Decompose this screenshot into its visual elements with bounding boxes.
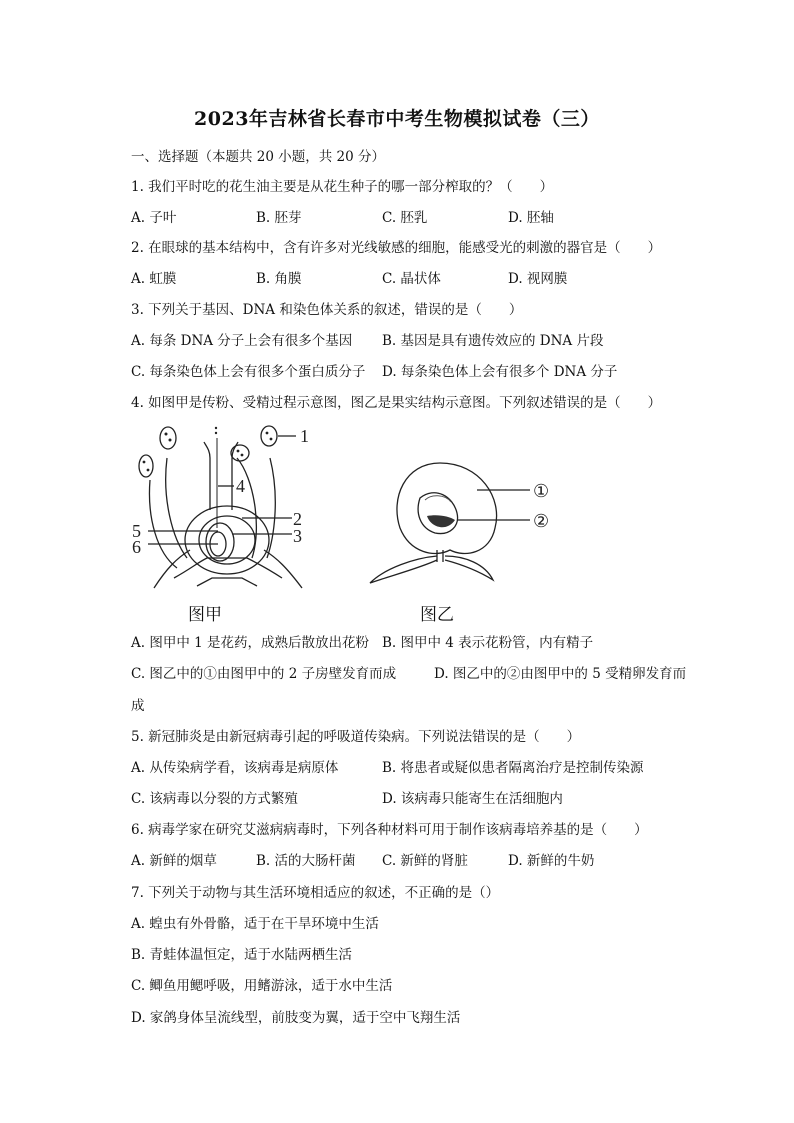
page-title: 2023年吉林省长春市中考生物模拟试卷（三） — [194, 108, 600, 130]
figure-jia-caption: 图甲 — [188, 605, 222, 625]
q1-option-d: D. 胚轴 — [508, 210, 554, 226]
question-5-stem: 5. 新冠肺炎是由新冠病毒引起的呼吸道传染病。下列说法错误的是（ ） — [131, 729, 581, 745]
question-7-stem: 7. 下列关于动物与其生活环境相适应的叙述，不正确的是（） — [131, 885, 500, 901]
q7-option-d: D. 家鸽身体呈流线型，前肢变为翼，适于空中飞翔生活 — [131, 1010, 461, 1026]
q4-option-c: C. 图乙中的①由图甲中的 2 子房壁发育而成 — [131, 666, 397, 682]
q5-option-a: A. 从传染病学看，该病毒是病原体 — [131, 760, 339, 776]
q5-option-b: B. 将患者或疑似患者隔离治疗是控制传染源 — [382, 760, 644, 776]
q2-option-b: B. 角膜 — [256, 271, 302, 287]
q2-option-c: C. 晶状体 — [382, 271, 441, 287]
figure-jia-label-3: 3 — [293, 526, 302, 546]
figure-yi-label-2: ② — [533, 511, 550, 531]
q4-option-d: D. 图乙中的②由图甲中的 5 受精卵发育而 — [434, 666, 687, 682]
q1-option-a: A. 子叶 — [131, 210, 177, 226]
figure-jia-label-5: 5 — [132, 521, 141, 541]
q6-option-d: D. 新鲜的牛奶 — [508, 853, 595, 869]
q3-option-b: B. 基因是具有遗传效应的 DNA 片段 — [382, 333, 604, 349]
q4-option-a: A. 图甲中 1 是花药，成熟后散放出花粉 — [131, 635, 370, 651]
q3-option-d: D. 每条染色体上会有很多个 DNA 分子 — [382, 364, 618, 380]
question-1-stem: 1. 我们平时吃的花生油主要是从花生种子的哪一部分榨取的？（ ） — [131, 179, 554, 195]
q2-option-d: D. 视网膜 — [508, 271, 568, 287]
question-3-stem: 3. 下列关于基因、DNA 和染色体关系的叙述，错误的是（ ） — [131, 302, 523, 318]
q6-option-b: B. 活的大肠杆菌 — [256, 853, 356, 869]
q1-option-b: B. 胚芽 — [256, 210, 302, 226]
figure-jia-label-1: 1 — [300, 426, 309, 446]
q7-option-c: C. 鲫鱼用鳃呼吸，用鳍游泳，适于水中生活 — [131, 978, 393, 994]
q7-option-a: A. 蝗虫有外骨骼，适于在干旱环境中生活 — [131, 916, 379, 932]
q3-option-a: A. 每条 DNA 分子上会有很多个基因 — [131, 333, 353, 349]
figure-jia-label-6: 6 — [132, 537, 141, 557]
figure-yi-fruit-diagram — [365, 458, 565, 588]
question-4-stem: 4. 如图甲是传粉、受精过程示意图，图乙是果实结构示意图。下列叙述错误的是（ ） — [131, 395, 662, 411]
figure-jia-pollination-diagram — [132, 418, 322, 598]
section-heading: 一、选择题（本题共 20 小题，共 20 分） — [131, 149, 386, 165]
q1-option-c: C. 胚乳 — [382, 210, 428, 226]
q3-option-c: C. 每条染色体上会有很多个蛋白质分子 — [131, 364, 366, 380]
q7-option-b: B. 青蛙体温恒定，适于水陆两栖生活 — [131, 947, 353, 963]
q5-option-d: D. 该病毒只能寄生在活细胞内 — [382, 791, 563, 807]
q4-option-d-continued: 成 — [131, 698, 145, 714]
figure-jia-label-2: 2 — [293, 509, 302, 529]
question-6-stem: 6. 病毒学家在研究艾滋病病毒时，下列各种材料可用于制作该病毒培养基的是（ ） — [131, 822, 648, 838]
q4-option-b: B. 图甲中 4 表示花粉管，内有精子 — [382, 635, 594, 651]
figure-yi-label-1: ① — [533, 481, 550, 501]
q6-option-c: C. 新鲜的肾脏 — [382, 853, 468, 869]
q2-option-a: A. 虹膜 — [131, 271, 177, 287]
q6-option-a: A. 新鲜的烟草 — [131, 853, 217, 869]
figure-yi-caption: 图乙 — [420, 605, 454, 625]
q5-option-c: C. 该病毒以分裂的方式繁殖 — [131, 791, 298, 807]
figure-jia-label-4: 4 — [236, 476, 245, 496]
question-2-stem: 2. 在眼球的基本结构中，含有许多对光线敏感的细胞，能感受光的刺激的器官是（ ） — [131, 240, 662, 256]
